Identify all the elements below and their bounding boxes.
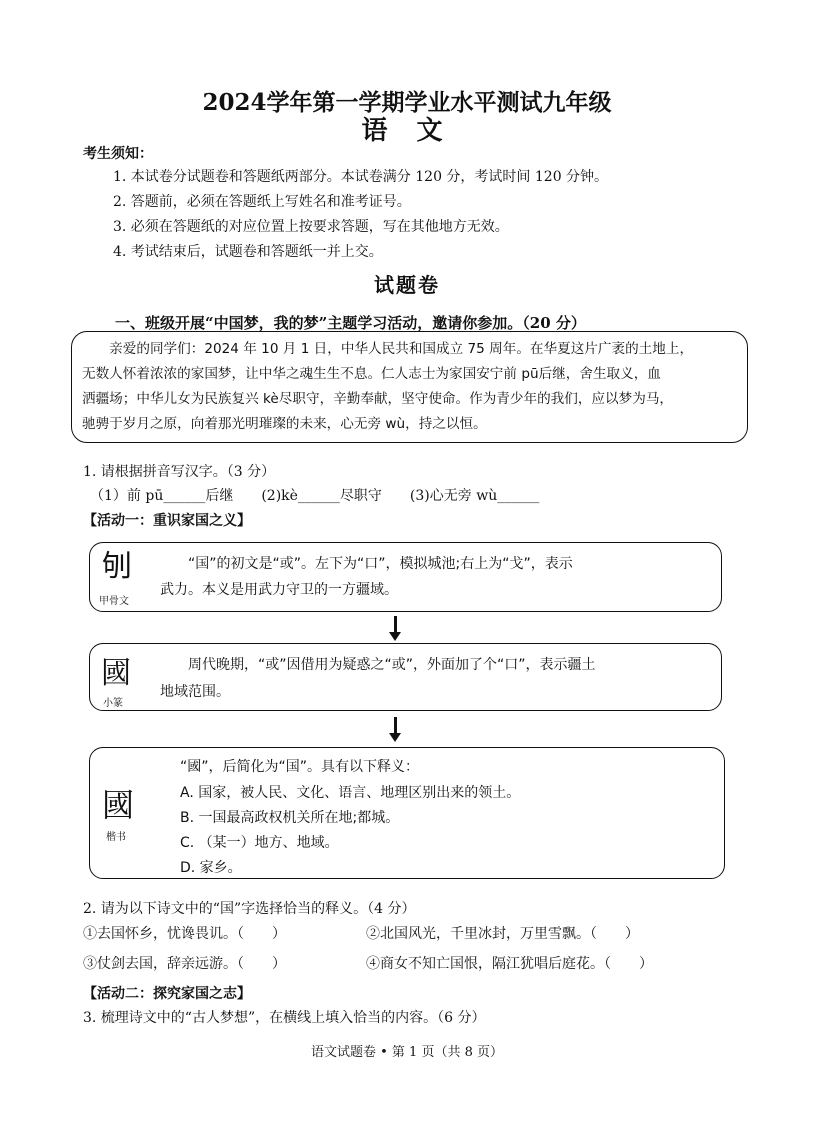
q2-option-2: ②北国风光，千里冰封，万里雪飘。（ ） <box>366 926 639 942</box>
q1-items: （1）前 pū______后继 (2)kè______尽职守 (3)心无旁 wù______ <box>90 488 540 504</box>
oracle-label: 甲骨文 <box>99 596 129 607</box>
arrow-head-icon <box>389 632 401 641</box>
part1-heading: 一、班级开展“中国梦，我的梦”主题学习活动，邀请你参加。（20 分） <box>115 314 586 332</box>
letter-line: 亲爱的同学们：2024 年 10 月 1 日，中华人民共和国成立 75 周年。在华夏这片广袤的土地上， <box>82 341 694 357</box>
arrow-head-icon <box>389 733 401 742</box>
regular-label: 楷书 <box>106 832 126 843</box>
definition-a: A. 国家，被人民、文化、语言、地理区别出来的领土。 <box>180 785 521 801</box>
section-title: 试题卷 <box>374 273 440 297</box>
notice-item: 3. 必须在答题纸的对应位置上按要求答题，写在其他地方无效。 <box>113 219 509 235</box>
activity2-heading: 【活动二：探究家国之志】 <box>83 986 251 1002</box>
seal-label: 小篆 <box>103 698 123 709</box>
seal-glyph: 國 <box>101 656 131 691</box>
q2-option-3: ③仗剑去国，辞亲远游。（ ） <box>83 956 286 972</box>
seal-text: 周代晚期，“或”因借用为疑惑之“或”，外面加了个“口”，表示疆土 <box>160 657 596 673</box>
definition-c: C. （某一）地方、地域。 <box>180 835 339 851</box>
arrow-down-icon <box>394 717 397 734</box>
q2-prompt: 2. 请为以下诗文中的“国”字选择恰当的释义。（4 分） <box>83 901 416 917</box>
oracle-text: 武力。本义是用武力守卫的一方疆域。 <box>160 582 398 598</box>
regular-text: “國”，后简化为“国”。具有以下释义： <box>180 759 420 775</box>
activity1-heading: 【活动一：重识家国之义】 <box>83 513 251 529</box>
q3-prompt: 3. 梳理诗文中的“古人梦想”，在横线上填入恰当的内容。（6 分） <box>83 1010 486 1026</box>
notice-item: 2. 答题前，必须在答题纸上写姓名和准考证号。 <box>113 194 411 210</box>
letter-line: 驰骋于岁月之原，向着那光明璀璨的未来，心无旁 wù，持之以恒。 <box>82 416 487 432</box>
q2-option-1: ①去国怀乡，忧谗畏讥。（ ） <box>83 926 286 942</box>
oracle-glyph: 𠛎 <box>102 549 132 584</box>
notice-heading: 考生须知： <box>83 146 153 162</box>
letter-line: 洒疆场；中华儿女为民族复兴 kè尽职守，辛勤奉献，坚守使命。作为青少年的我们，应以梦为马， <box>82 391 674 407</box>
regular-glyph: 國 <box>102 786 135 824</box>
definition-d: D. 家乡。 <box>180 860 242 876</box>
subject-title: 语 文 <box>361 116 453 146</box>
oracle-text: “国”的初文是“或”。左下为“口”，模拟城池;右上为“戈”，表示 <box>160 556 573 572</box>
arrow-down-icon <box>394 616 397 633</box>
seal-text: 地域范围。 <box>160 684 230 700</box>
notice-item: 1. 本试卷分试题卷和答题纸两部分。本试卷满分 120 分，考试时间 120 分钟。 <box>113 169 609 185</box>
notice-item: 4. 考试结束后，试题卷和答题纸一并上交。 <box>113 244 383 260</box>
letter-line: 无数人怀着浓浓的家国梦，让中华之魂生生不息。仁人志士为家国安宁前 pū后继，舍生取义，血 <box>82 366 661 382</box>
definition-b: B. 一国最高政权机关所在地;都城。 <box>180 810 400 826</box>
page-footer: 语文试题卷 • 第 1 页（共 8 页） <box>310 1045 503 1060</box>
q1-prompt: 1. 请根据拼音写汉字。（3 分） <box>83 464 276 480</box>
q2-option-4: ④商女不知亡国恨，隔江犹唱后庭花。（ ） <box>366 956 653 972</box>
exam-title: 2024学年第一学期学业水平测试九年级 <box>202 89 612 116</box>
